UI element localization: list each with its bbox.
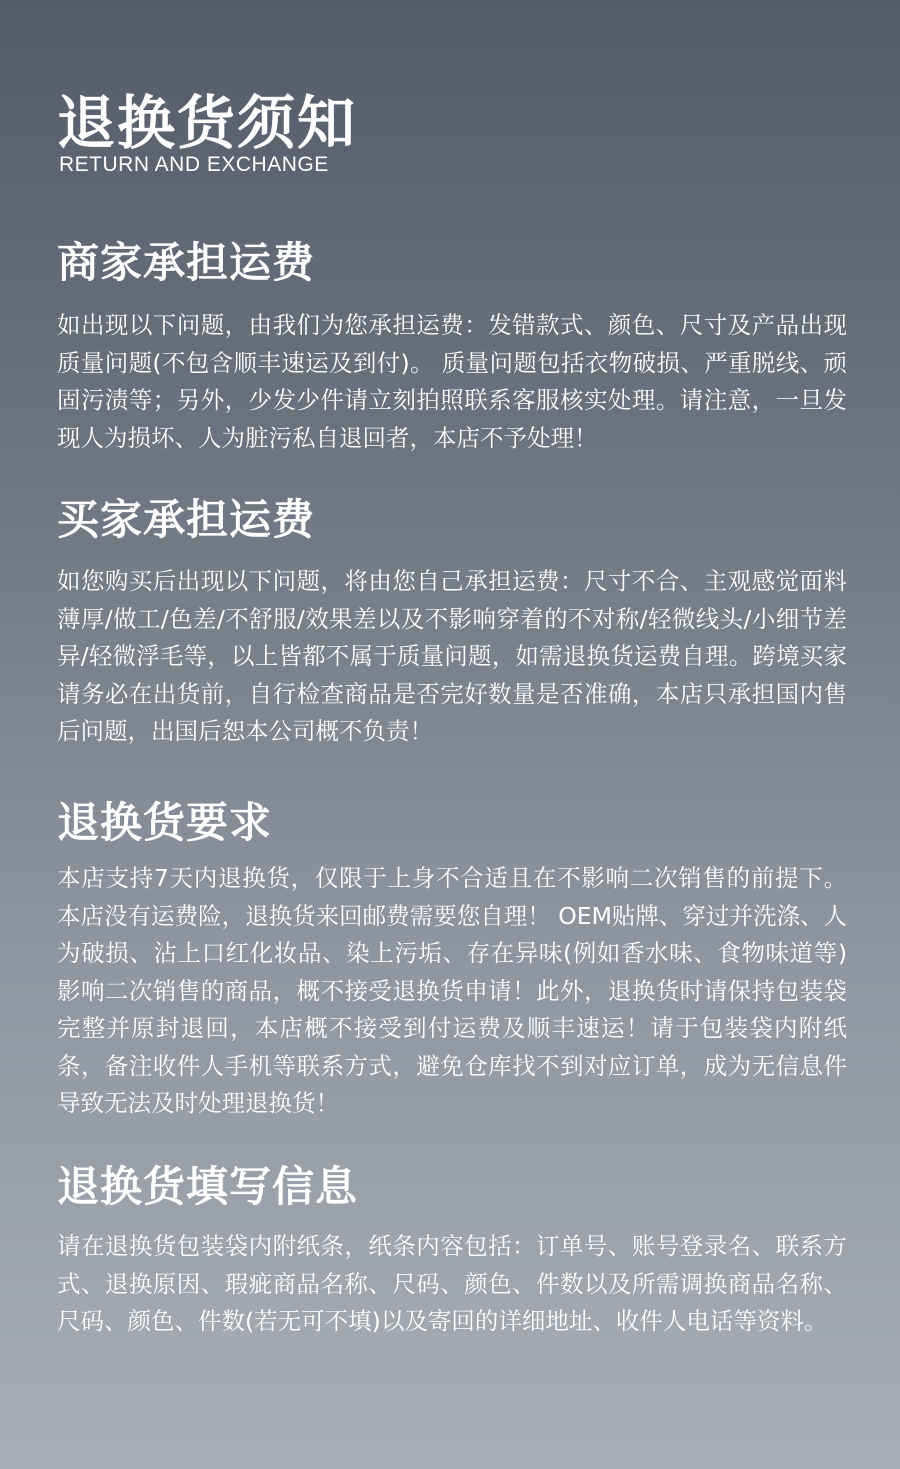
- section-body: 如出现以下问题，由我们为您承担运费：发错款式、颜色、尺寸及产品出现质量问题(不包含顺丰速运及到付)。 质量问题包括衣物破损、严重脱线、顽固污渍等；另外，少发少件请立刻拍照联系客服核实处理。请注意，一旦发现人为损坏、人为脏污私自退回者，本店不予处理！: [57, 311, 847, 452]
- section-heading: 买家承担运费: [57, 495, 316, 544]
- section-heading: 退换货要求: [57, 798, 273, 847]
- buyer-pays-shipping-section: [57, 493, 847, 751]
- seller-pays-shipping-section: [57, 236, 847, 457]
- section-heading: 退换货填写信息: [57, 1162, 359, 1211]
- section-body: 如您购买后出现以下问题，将由您自己承担运费：尺寸不合、主观感觉面料薄厚/做工/色差/不舒服/效果差以及不影响穿着的不对称/轻微线头/小细节差异/轻微浮毛等，以上皆都不属于质量问题，如需退换货运费自理。跨境买家请务必在出货前，自行检查商品是否完好数量是否准确，本店只承担国内售后问题，出国后恕本公司概不负责！: [57, 567, 847, 745]
- page-title: 退换货须知: [57, 89, 358, 157]
- section-body: 请在退换货包装袋内附纸条，纸条内容包括：订单号、账号登录名、联系方式、退换原因、瑕疵商品名称、尺码、颜色、件数以及所需调换商品名称、尺码、颜色、件数(若无可不填)以及寄回的详细地址、收件人电话等资料。: [57, 1232, 847, 1335]
- section-body: 本店支持7天内退换货，仅限于上身不合适且在不影响二次销售的前提下。本店没有运费险，退换货来回邮费需要您自理！ OEM贴牌、穿过并洗涤、人为破损、沾上口红化妆品、染上污垢、存在异味(例如香水味、食物味道等)影响二次销售的商品，概不接受退换货申请！此外，退换货时请保持包装袋完整并原封退回，本店概不接受到付运费及顺丰速运！请于包装袋内附纸条，备注收件人手机等联系方式，避免仓库找不到对应订单，成为无信息件导致无法及时处理退换货！: [57, 864, 847, 1117]
- return-info-section: [57, 1160, 847, 1341]
- section-heading: 商家承担运费: [57, 238, 316, 287]
- return-requirements-section: [57, 796, 847, 1123]
- page-subtitle: RETURN AND EXCHANGE: [59, 153, 329, 176]
